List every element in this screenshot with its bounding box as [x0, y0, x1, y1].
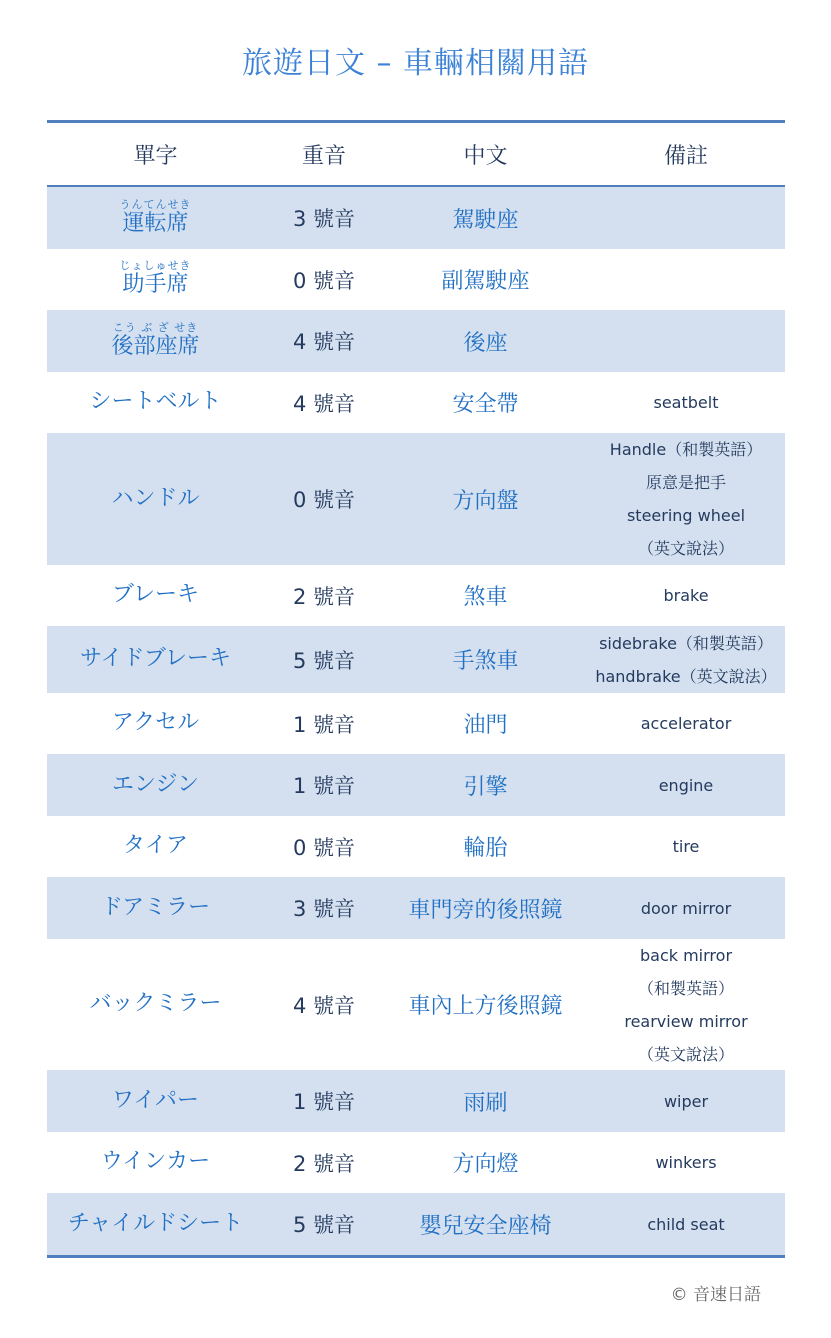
notes-cell	[587, 1085, 785, 1118]
accent-cell: 0 號音	[292, 268, 356, 293]
copyright-footer: © 音速日語	[670, 1285, 761, 1305]
note-line: （英文說法）	[637, 1044, 734, 1064]
word-cell	[47, 991, 264, 1017]
notes-cell	[587, 579, 785, 612]
table-row	[47, 372, 785, 433]
table-row	[47, 754, 785, 816]
chinese-cell: 副駕駛座	[441, 269, 530, 294]
notes-cell	[587, 433, 785, 565]
table-row	[47, 939, 785, 1070]
japanese-word: ウインカー	[100, 1149, 211, 1175]
note-line: sidebrake（和製英語）	[599, 633, 773, 653]
japanese-word: アクセル	[111, 710, 200, 736]
word-cell	[47, 1088, 264, 1114]
header-word: 單字	[133, 143, 178, 169]
note-line: winkers	[655, 1153, 717, 1172]
accent-cell: 0 號音	[292, 835, 356, 860]
chinese-cell: 雨刷	[463, 1090, 508, 1116]
table-row	[47, 877, 785, 939]
japanese-word: 助手席	[122, 272, 189, 298]
accent-cell: 1 號音	[292, 774, 356, 798]
japanese-word: ハンドル	[111, 485, 200, 511]
word-cell	[47, 582, 264, 608]
table-row	[47, 626, 785, 693]
header-accent: 重音	[301, 143, 346, 169]
accent-cell: 1 號音	[292, 712, 356, 737]
table-row	[47, 1070, 785, 1132]
note-line: door mirror	[640, 898, 732, 918]
chinese-cell: 車門旁的後照鏡	[408, 897, 563, 923]
note-line: accelerator	[640, 714, 732, 733]
word-cell	[47, 199, 264, 237]
notes-cell	[587, 707, 785, 740]
word-cell	[47, 895, 264, 921]
chinese-cell: 油門	[463, 713, 508, 738]
notes-cell	[587, 386, 785, 419]
word-cell	[47, 1211, 264, 1237]
note-line: 原意是把手	[645, 473, 726, 492]
table-row	[47, 433, 785, 565]
vocabulary-table	[47, 120, 785, 1258]
table-header	[47, 123, 785, 187]
chinese-cell: 手煞車	[452, 649, 519, 674]
table-row	[47, 310, 785, 372]
word-cell	[47, 486, 264, 512]
note-line: rearview mirror	[624, 1011, 748, 1031]
japanese-word: 後部座席	[111, 333, 200, 359]
chinese-cell: 後座	[463, 330, 508, 356]
furigana: こう ぶ ざ せき	[112, 320, 199, 334]
chinese-cell: 安全帶	[452, 392, 519, 417]
table-row	[47, 565, 785, 626]
table-row	[47, 1132, 785, 1193]
accent-cell: 4 號音	[292, 993, 356, 1018]
accent-cell: 3 號音	[292, 207, 356, 231]
note-line: child seat	[647, 1214, 725, 1234]
chinese-cell: 嬰兒安全座椅	[419, 1213, 552, 1239]
note-line: （英文說法）	[637, 539, 734, 558]
table-row	[47, 1193, 785, 1255]
table-row	[47, 816, 785, 877]
notes-cell	[587, 830, 785, 863]
word-cell	[47, 260, 264, 298]
chinese-cell: 輪胎	[463, 836, 508, 861]
japanese-word: ワイパー	[112, 1087, 199, 1113]
notes-cell	[587, 769, 785, 802]
japanese-word: タイア	[123, 833, 188, 859]
table-body	[47, 187, 785, 1255]
word-cell	[47, 646, 264, 672]
note-line: brake	[663, 586, 709, 605]
notes-cell	[587, 627, 785, 693]
japanese-word: ブレーキ	[111, 582, 200, 608]
table-row	[47, 249, 785, 310]
header-chinese: 中文	[463, 143, 508, 169]
note-line: steering wheel	[626, 506, 746, 525]
note-line: engine	[658, 775, 714, 795]
note-line: seatbelt	[653, 393, 719, 412]
japanese-word: 運転席	[122, 210, 189, 236]
japanese-word: チャイルドシート	[67, 1210, 244, 1236]
accent-cell: 5 號音	[292, 648, 356, 673]
note-line: Handle（和製英語）	[609, 440, 763, 459]
furigana: じょしゅせき	[119, 259, 192, 273]
note-line: back mirror	[639, 945, 733, 965]
chinese-cell: 方向燈	[452, 1152, 519, 1177]
word-cell	[47, 389, 264, 415]
note-line: （和製英語）	[637, 978, 734, 998]
chinese-cell: 車內上方後照鏡	[408, 994, 563, 1019]
chinese-cell: 引擎	[463, 774, 508, 800]
accent-cell: 3 號音	[292, 897, 356, 921]
header-notes: 備註	[663, 143, 708, 169]
table-row	[47, 693, 785, 754]
accent-cell: 2 號音	[292, 584, 356, 609]
japanese-word: バックミラー	[89, 991, 222, 1017]
furigana: うんてんせき	[119, 197, 192, 211]
word-cell	[47, 772, 264, 798]
accent-cell: 0 號音	[292, 488, 356, 512]
chinese-cell: 煞車	[463, 585, 508, 610]
word-cell	[47, 322, 264, 360]
accent-cell: 5 號音	[292, 1213, 356, 1237]
page-title: 旅遊日文 – 車輛相關用語	[241, 46, 590, 81]
note-line: tire	[672, 837, 700, 856]
japanese-word: シートベルト	[89, 389, 222, 415]
japanese-word: ドアミラー	[100, 894, 211, 920]
accent-cell: 4 號音	[292, 391, 356, 416]
note-line: handbrake（英文說法）	[595, 666, 777, 686]
chinese-cell: 駕駛座	[452, 207, 519, 233]
chinese-cell: 方向盤	[452, 488, 519, 514]
japanese-word: エンジン	[112, 771, 199, 797]
notes-cell	[587, 1146, 785, 1179]
accent-cell: 1 號音	[292, 1090, 356, 1114]
notes-cell	[587, 1208, 785, 1241]
word-cell	[47, 1149, 264, 1175]
notes-cell	[587, 892, 785, 925]
japanese-word: サイドブレーキ	[80, 646, 231, 672]
table-row	[47, 187, 785, 249]
accent-cell: 4 號音	[292, 330, 356, 354]
notes-cell	[587, 939, 785, 1071]
word-cell	[47, 710, 264, 736]
accent-cell: 2 號音	[292, 1151, 356, 1176]
word-cell	[47, 833, 264, 859]
note-line: wiper	[663, 1091, 709, 1111]
